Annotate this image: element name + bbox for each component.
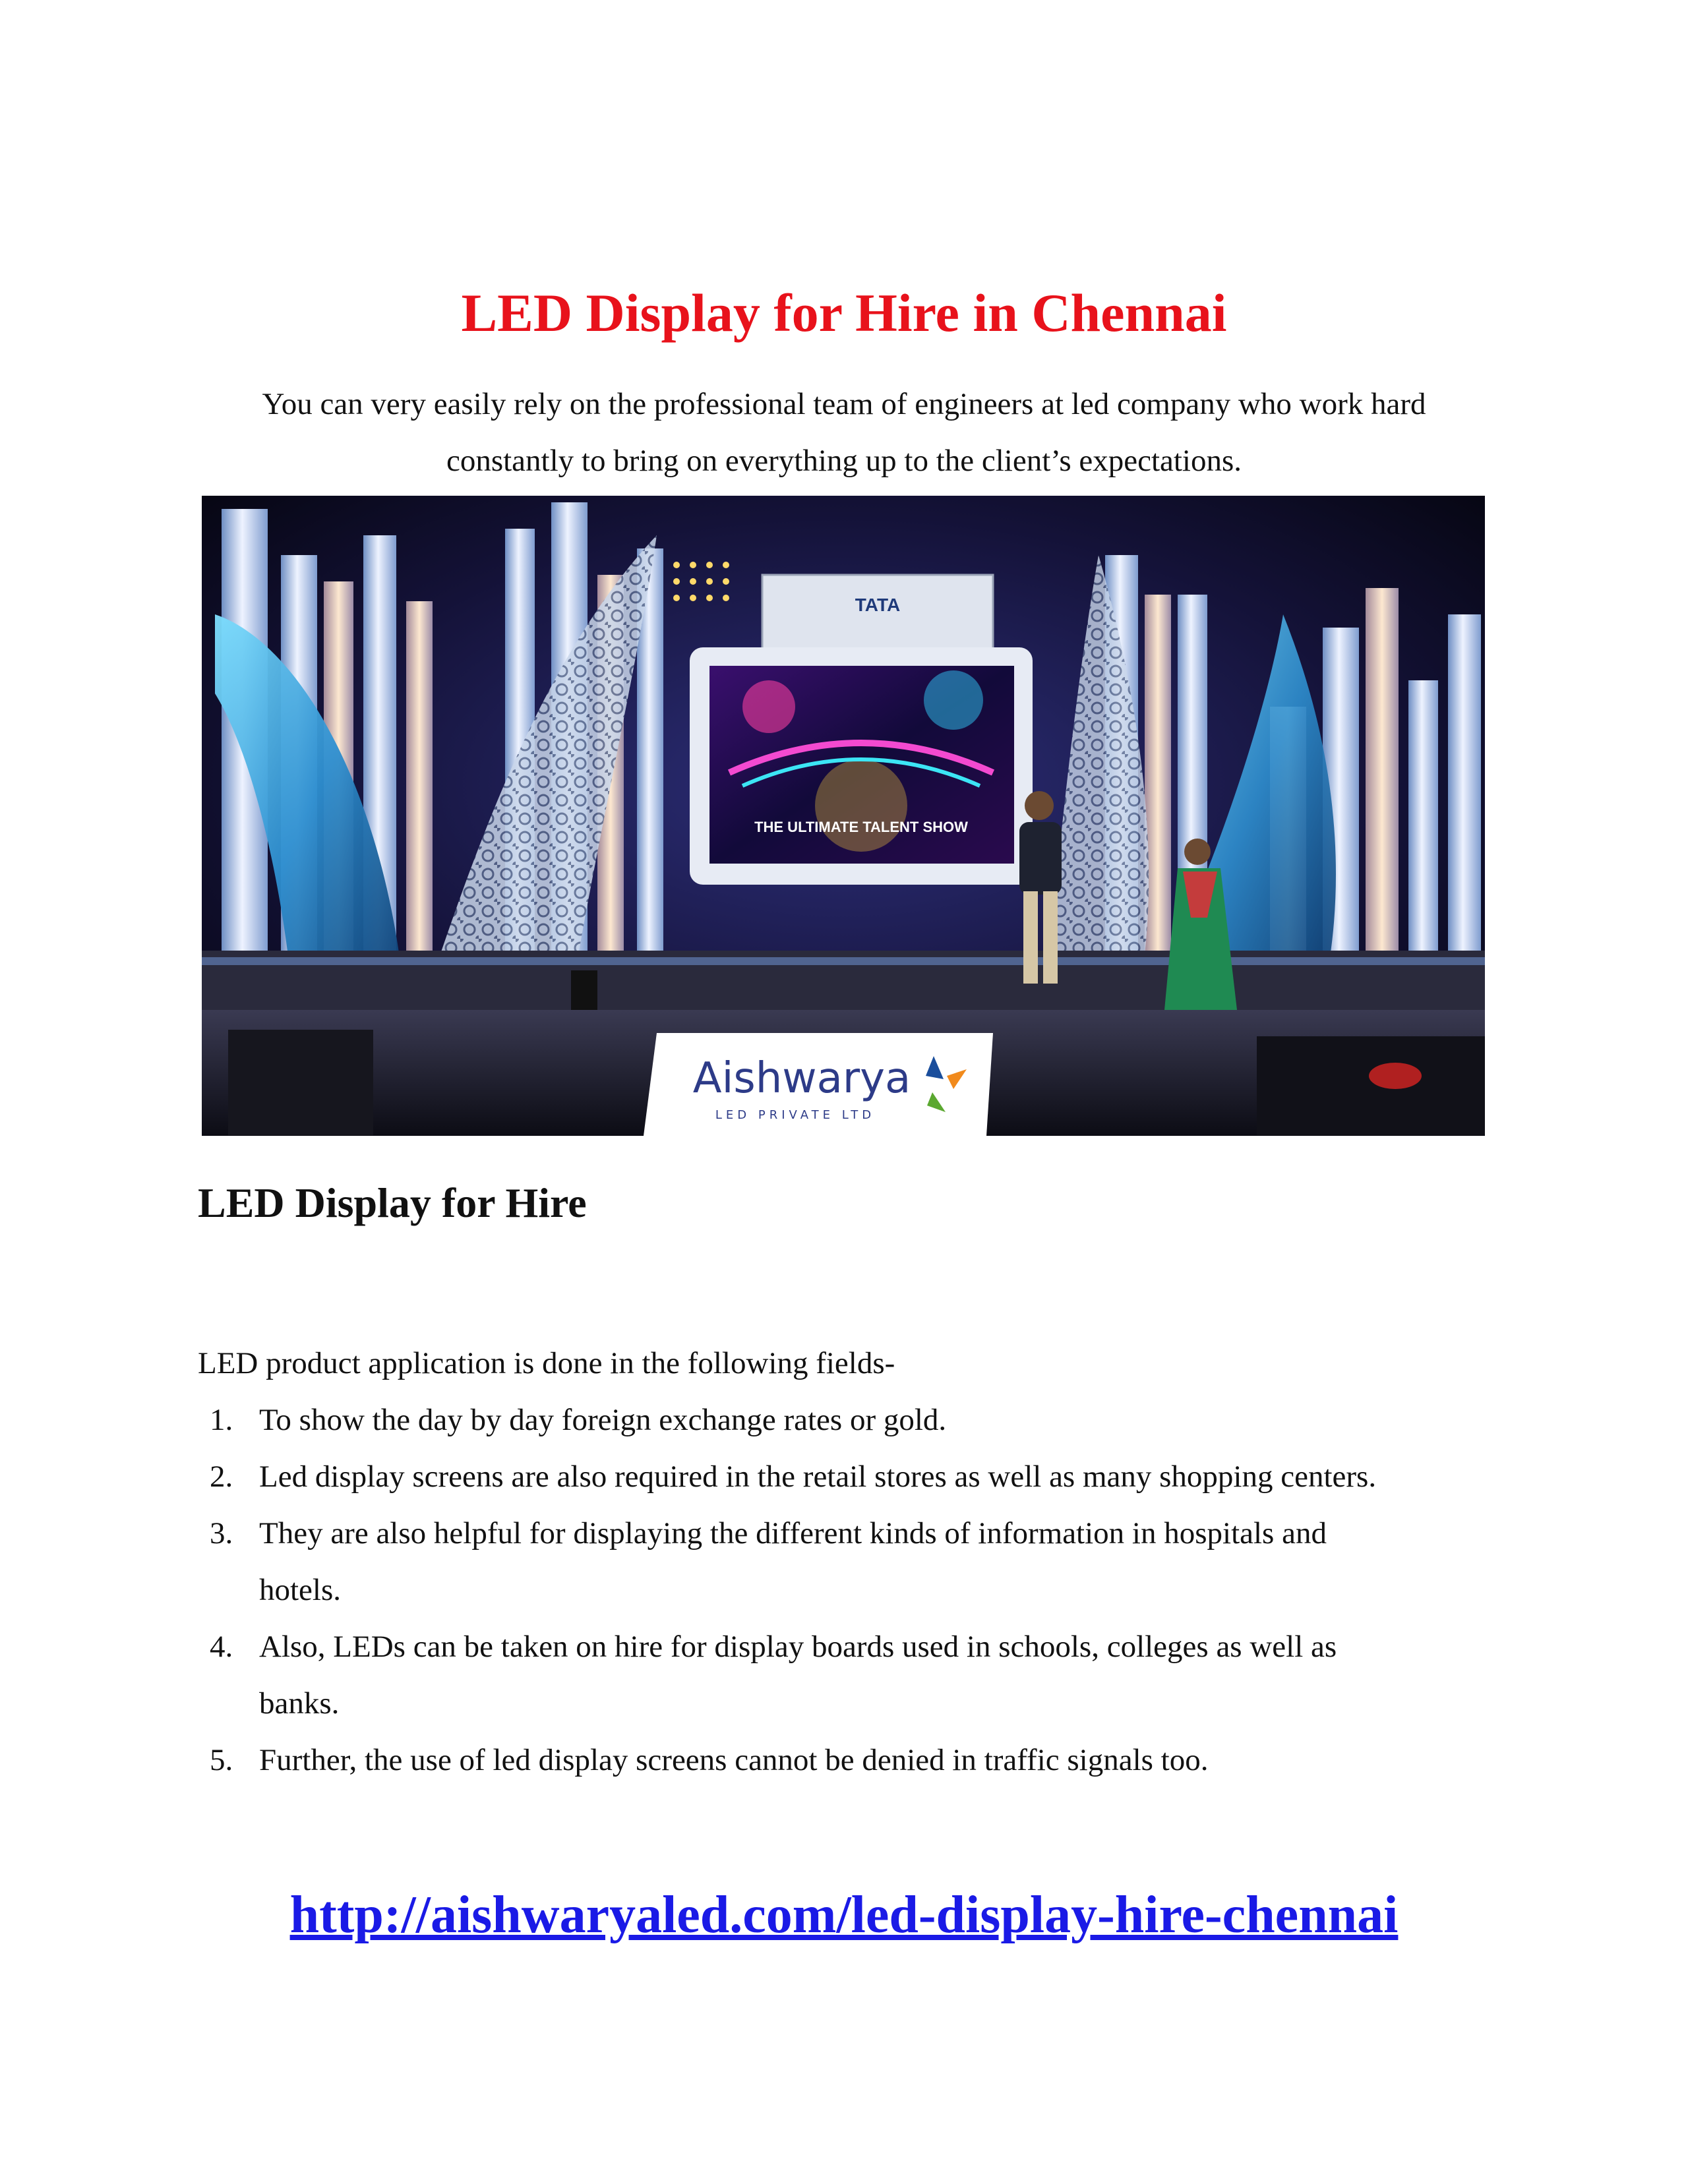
screen-text: THE ULTIMATE TALENT SHOW — [754, 819, 968, 835]
page-title: LED Display for Hire in Chennai — [461, 283, 1227, 343]
list-number: 1. — [210, 1403, 233, 1437]
list-number: 2. — [210, 1460, 233, 1494]
list-item — [198, 1448, 1490, 1505]
logo-sub-text: LED PRIVATE LTD — [715, 1108, 876, 1122]
intro-line-1: You can very easily rely on the professional team of engineers at led company who work hard — [262, 387, 1426, 421]
aishwarya-logo-banner — [644, 1033, 993, 1136]
section-heading: LED Display for Hire — [198, 1179, 587, 1226]
intro-line-2: constantly to bring on everything up to the client’s expectations. — [446, 444, 1242, 478]
list-text: Led display screens are also required in the retail stores as well as many shopping centers. — [259, 1460, 1377, 1494]
list-text-continued: hotels. — [259, 1573, 342, 1607]
website-link[interactable]: http://aishwaryaled.com/led-display-hire-chennai — [289, 1886, 1399, 1944]
list-item — [198, 1732, 1490, 1788]
list-item — [198, 1505, 1490, 1618]
list-intro: LED product application is done in the following fields- — [198, 1346, 895, 1380]
list-number: 4. — [210, 1630, 233, 1664]
list-text: To show the day by day foreign exchange rates or gold. — [259, 1403, 947, 1437]
intro-paragraph — [198, 376, 1490, 489]
link-paragraph — [0, 1879, 1688, 1966]
list-text: Also, LEDs can be taken on hire for display boards used in schools, colleges as well as — [259, 1630, 1337, 1664]
logo-brand-text: Aishwarya — [692, 1054, 911, 1103]
applications-list — [198, 1392, 1490, 1788]
stage-photo — [202, 496, 1485, 1136]
list-item — [198, 1392, 1490, 1448]
list-item — [198, 1618, 1490, 1732]
list-number: 3. — [210, 1516, 233, 1550]
list-text-continued: banks. — [259, 1686, 340, 1721]
list-number: 5. — [210, 1743, 233, 1777]
list-text: Further, the use of led display screens cannot be denied in traffic signals too. — [259, 1743, 1209, 1777]
list-text: They are also helpful for displaying the different kinds of information in hospitals and — [259, 1516, 1327, 1550]
sign-logo-text: TATA — [855, 595, 901, 615]
